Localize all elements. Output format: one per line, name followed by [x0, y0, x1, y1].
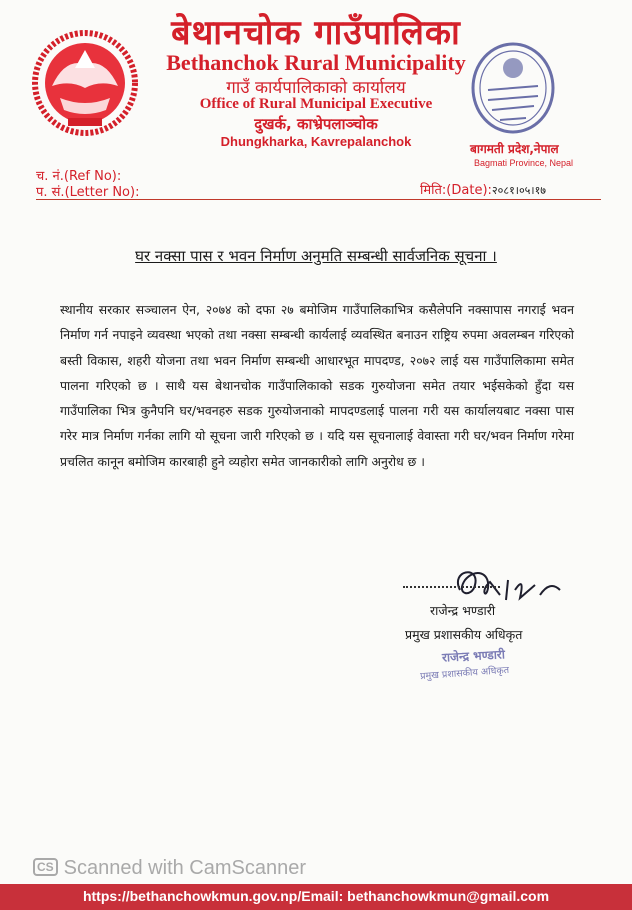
- municipality-title-nepali: बेथानचोक गाउँपालिका: [171, 13, 461, 53]
- date-value: २०८१।०५।१७: [491, 184, 547, 197]
- office-name-nepali: गाउँ कार्यपालिकाको कार्यालय: [226, 78, 406, 98]
- ref-number-label: च. नं.(Ref No):: [36, 169, 122, 184]
- scanner-text: Scanned with CamScanner: [63, 857, 307, 879]
- office-name-english: Office of Rural Municipal Executive: [199, 96, 433, 112]
- location-nepali: दुखर्क, काभ्रेपलाञ्चोक: [254, 115, 378, 133]
- province-nepali: बागमती प्रदेश,नेपाल: [470, 142, 559, 156]
- signatory-name: राजेन्द्र भण्डारी: [430, 603, 496, 618]
- header-divider: [36, 199, 601, 200]
- location-english: Dhungkharka, Kavrepalanchok: [220, 134, 412, 149]
- signature-line: [403, 586, 500, 588]
- footer-contact: https://bethanchowkmun.gov.np/Email: bethanchowkmun@gmail.com: [82, 888, 550, 904]
- stamp-title: प्रमुख प्रशासकीय अधिकृत: [419, 664, 510, 683]
- province-english: Bagmati Province, Nepal: [474, 158, 574, 168]
- stamp-name: राजेन्द्र भण्डारी: [441, 647, 506, 665]
- scanner-watermark: [33, 857, 306, 880]
- notice-subject: घर नक्सा पास र भवन निर्माण अनुमति सम्बन्धी सार्वजनिक सूचना ।: [135, 247, 497, 265]
- date-line: [420, 180, 546, 198]
- signatory-title: प्रमुख प्रशासकीय अधिकृत: [405, 627, 523, 642]
- date-label: मिति:(Date):: [420, 183, 492, 198]
- letter-number-label: प. सं.(Letter No):: [36, 185, 140, 200]
- notice-body: स्थानीय सरकार सञ्चालन ऐन, २०७४ को दफा २७ बमोजिम गाउँपालिकाभित्र कसैलेपनि नक्सापास नगराई भवन निर्माण गर्न नपाइने व्यवस्था भएको तथा नक्सा सम्बन्धी कार्यलाई व्यवस्थित बनाउन राष्ट्रिय रुपमा अवलम्बन गरिएको बस्ती विकास, शहरी योजना तथा भवन निर्माण सम्बन्धी आधारभूत मापदण्ड, २०७२ लाई यस गाउँपालिकामा समेत पालना गरिएको छ । साथै यस बेथानचोक गाउँपालिकाको सडक गुरुयोजना समेत तयार भईसकेको हुँदा यस गाउँपालिका भित्र कुनैपनि घर/भवनहरु सडक गुरुयोजनाको मापदण्डलाई पालना गरी यस कार्यालयबाट नक्सा पास गरेर मात्र निर्माण गर्नका लागि यो सूचना जारी गरिएको छ । यदि यस सूचनालाई वेवास्ता गरी घर/भवन निर्माण गरेमा प्रचलित कानून बमोजिम कारबाही हुने व्यहोरा समेत जानकारीको लागि अनुरोध छ ।: [60, 302, 574, 469]
- camscanner-logo-icon: CS: [33, 858, 58, 876]
- municipality-title-english: Bethanchok Rural Municipality: [166, 50, 466, 75]
